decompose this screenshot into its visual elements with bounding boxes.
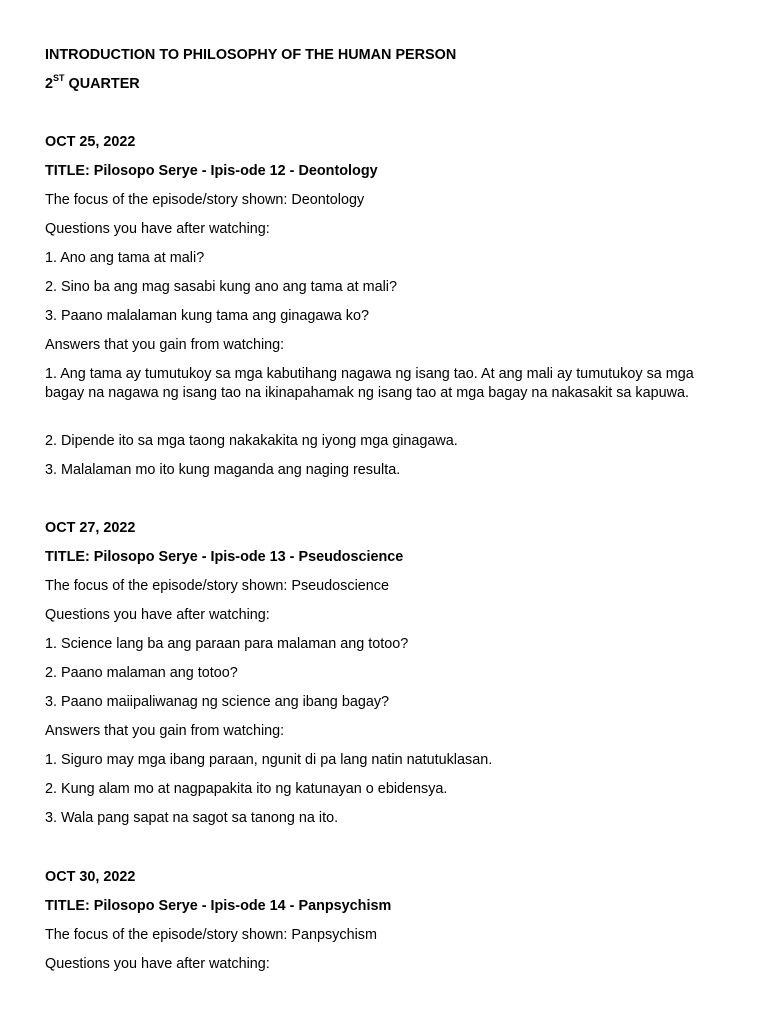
question-item: 2. Sino ba ang mag sasabi kung ano ang tama at mali?	[45, 279, 398, 295]
entry-title: TITLE: Pilosopo Serye - Ipis-ode 13 - Pseudoscience	[45, 549, 404, 565]
entry-date: OCT 25, 2022	[45, 134, 136, 150]
answer-item: 2. Dipende ito sa mga taong nakakakita ng iyong mga ginagawa.	[45, 433, 458, 449]
entry-title: TITLE: Pilosopo Serye - Ipis-ode 12 - Deontology	[45, 163, 378, 179]
entry-focus: The focus of the episode/story shown: Pseudoscience	[45, 578, 389, 594]
answer-item: 1. Siguro may mga ibang paraan, ngunit di pa lang natin natutuklasan.	[45, 752, 493, 768]
questions-heading: Questions you have after watching:	[45, 956, 270, 972]
entry-date: OCT 30, 2022	[45, 869, 136, 885]
answer-item: 2. Kung alam mo at nagpapakita ito ng katunayan o ebidensya.	[45, 781, 448, 797]
answer-item: 3. Malalaman mo ito kung maganda ang naging resulta.	[45, 462, 401, 478]
questions-heading: Questions you have after watching:	[45, 607, 270, 623]
answers-heading: Answers that you gain from watching:	[45, 337, 285, 353]
quarter-suffix: ST	[53, 73, 65, 84]
question-item: 3. Paano maiipaliwanag ng science ang ibang bagay?	[45, 694, 390, 710]
quarter-label: QUARTER	[64, 76, 140, 92]
answer-item: 1. Ang tama ay tumutukoy sa mga kabutihang nagawa ng isang tao. At ang mali ay tumutukoy sa mga bagay na nagawa ng isang tao na ikinapahamak ng isang tao at mga bagay na nakasakit sa kapuwa.	[45, 366, 694, 401]
entry-focus: The focus of the episode/story shown: Panpsychism	[45, 927, 377, 943]
question-item: 1. Science lang ba ang paraan para malaman ang totoo?	[45, 636, 409, 652]
entry-focus: The focus of the episode/story shown: Deontology	[45, 192, 365, 208]
answers-heading: Answers that you gain from watching:	[45, 723, 285, 739]
question-item: 2. Paano malaman ang totoo?	[45, 665, 238, 681]
course-title: INTRODUCTION TO PHILOSOPHY OF THE HUMAN PERSON	[45, 47, 457, 63]
questions-heading: Questions you have after watching:	[45, 221, 270, 237]
question-item: 3. Paano malalaman kung tama ang ginagawa ko?	[45, 308, 370, 324]
answer-item: 3. Wala pang sapat na sagot sa tanong na ito.	[45, 810, 339, 826]
quarter-heading	[45, 75, 140, 94]
question-item: 1. Ano ang tama at mali?	[45, 250, 205, 266]
quarter-number: 2	[45, 76, 54, 92]
entry-date: OCT 27, 2022	[45, 520, 136, 536]
entry-title: TITLE: Pilosopo Serye - Ipis-ode 14 - Panpsychism	[45, 898, 392, 914]
